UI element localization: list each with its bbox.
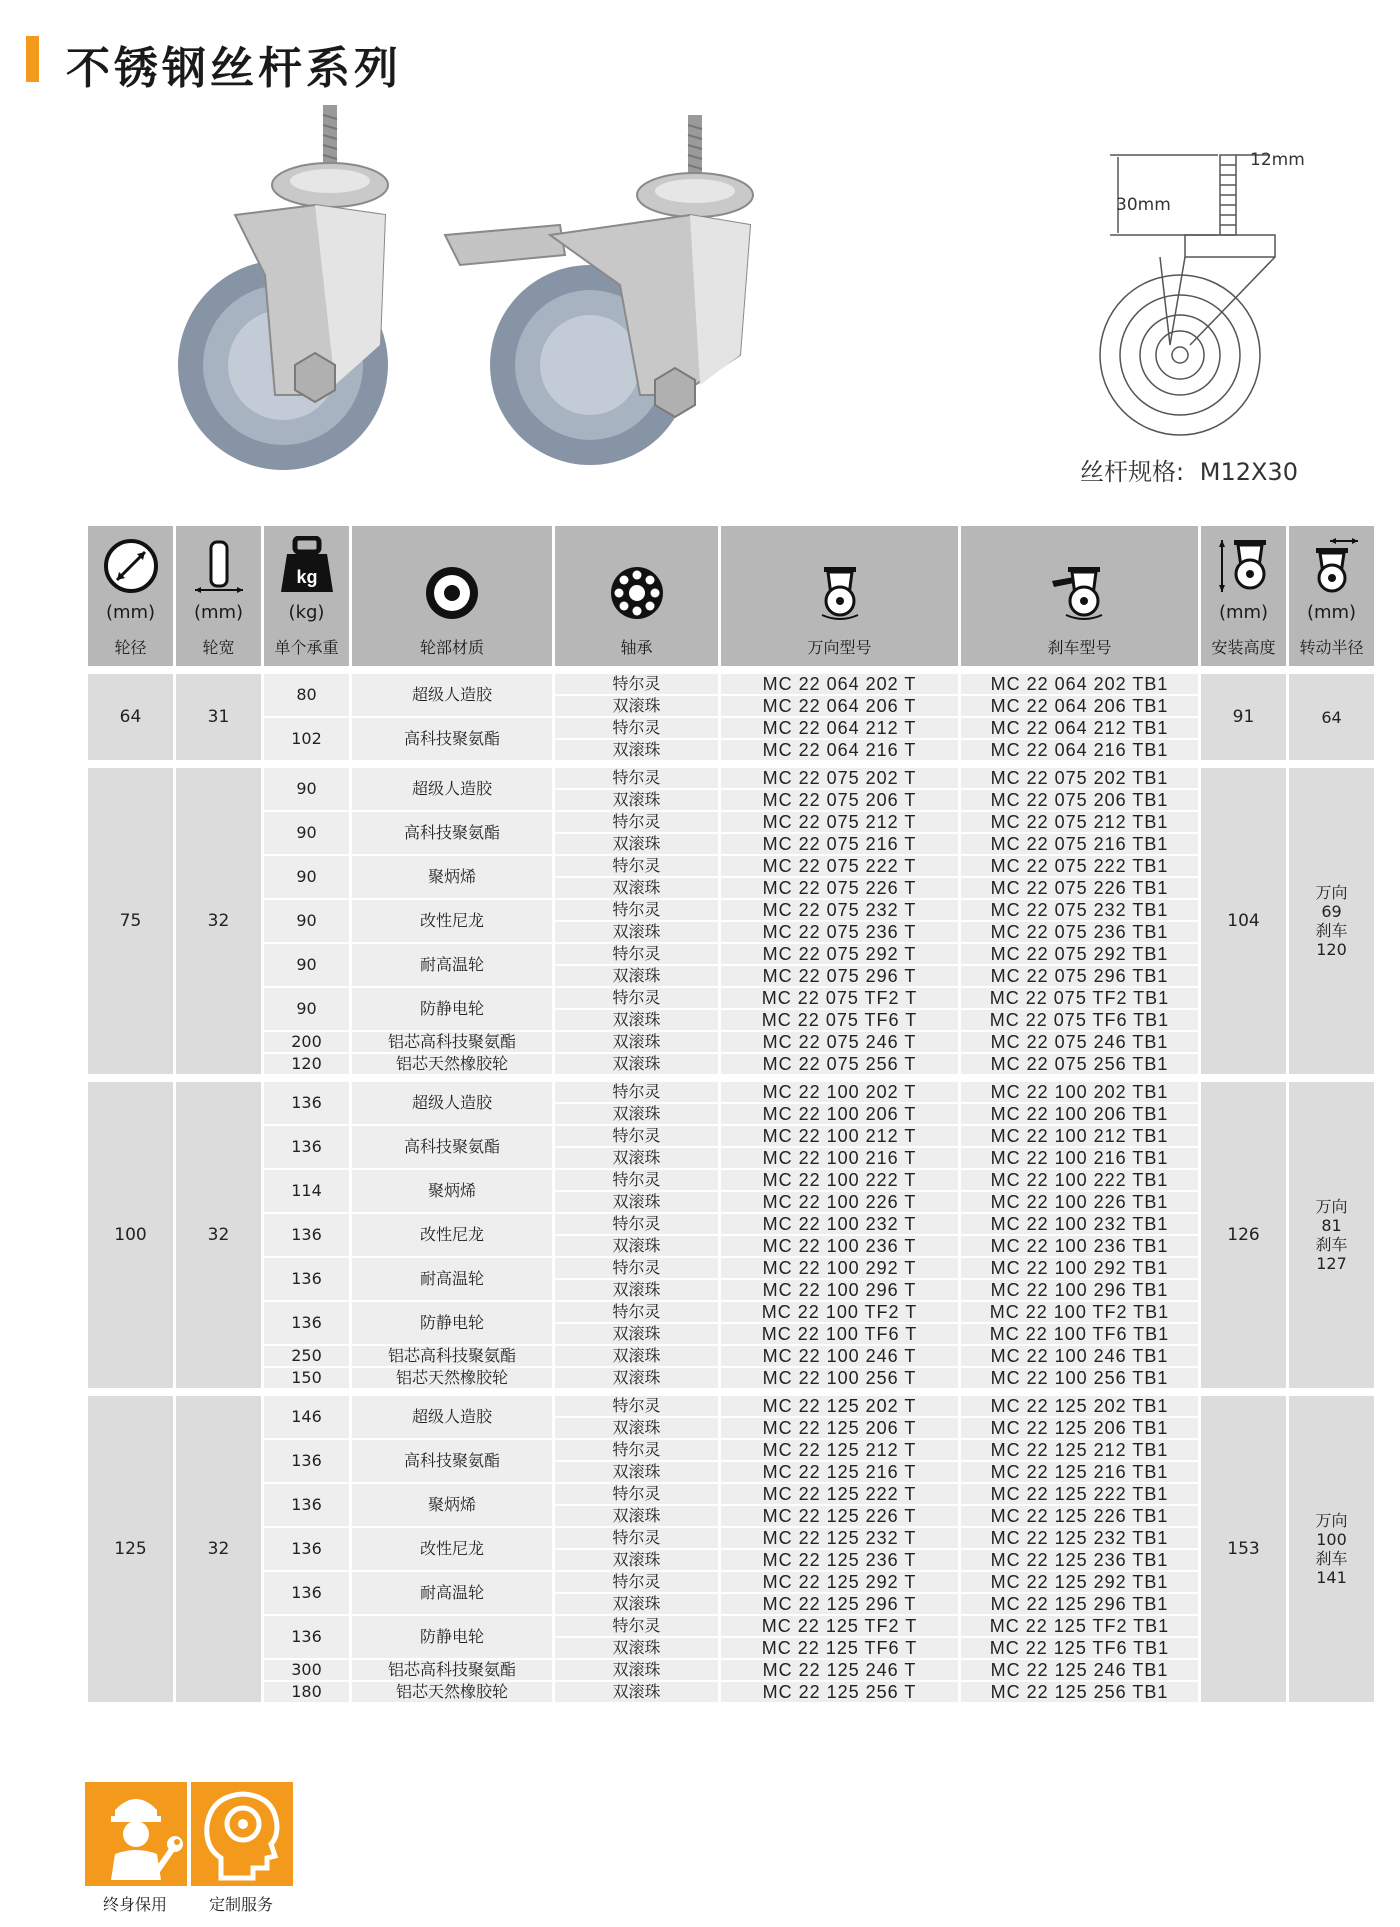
brake-model-cell: MC 22 100 216 TB1 [961,1148,1198,1168]
material-cell: 超级人造胶 [352,1082,552,1124]
swivel-model-cell: MC 22 125 226 T [721,1506,958,1526]
load-cell: 136 [264,1440,349,1482]
swivel-model-cell: MC 22 125 TF2 T [721,1616,958,1636]
diameter-cell: 75 [88,768,173,1074]
table-row [88,1214,1374,1234]
material-cell: 改性尼龙 [352,1528,552,1570]
material-cell: 耐高温轮 [352,944,552,986]
swivel-model-cell: MC 22 100 206 T [721,1104,958,1124]
swivel-model-cell: MC 22 125 212 T [721,1440,958,1460]
material-cell: 防静电轮 [352,1616,552,1658]
swivel-model-cell: MC 22 125 236 T [721,1550,958,1570]
header-swivel-radius [1289,526,1374,666]
custom-service-badge [191,1782,293,1886]
bearing-cell: 双滚珠 [555,966,718,986]
bearing-cell: 特尔灵 [555,1440,718,1460]
header-label: 轮宽 [202,638,235,657]
group-spacer [88,668,1374,672]
brake-model-cell: MC 22 125 212 TB1 [961,1440,1198,1460]
bearing-cell: 特尔灵 [555,856,718,876]
bearing-cell: 双滚珠 [555,1368,718,1388]
swivel-model-cell: MC 22 075 TF2 T [721,988,958,1008]
swivel-model-cell: MC 22 125 296 T [721,1594,958,1614]
brake-model-cell: MC 22 100 232 TB1 [961,1214,1198,1234]
brake-model-cell: MC 22 075 TF2 TB1 [961,988,1198,1008]
load-cell: 90 [264,988,349,1030]
bearing-icon [607,563,667,623]
load-cell: 200 [264,1032,349,1052]
swivel-model-cell: MC 22 075 212 T [721,812,958,832]
swivel-model-cell: MC 22 075 236 T [721,922,958,942]
bearing-cell: 双滚珠 [555,1682,718,1702]
brake-caster-icon [1050,563,1110,623]
load-cell: 136 [264,1214,349,1256]
material-cell: 聚炳烯 [352,1170,552,1212]
install-height-icon [1214,536,1274,596]
table-row [88,1126,1374,1146]
table-row [88,856,1374,876]
brake-model-cell: MC 22 100 222 TB1 [961,1170,1198,1190]
header-brake-model [961,526,1198,666]
bearing-cell: 特尔灵 [555,718,718,738]
brake-model-cell: MC 22 075 246 TB1 [961,1032,1198,1052]
bearing-cell: 双滚珠 [555,1010,718,1030]
brake-model-cell: MC 22 064 212 TB1 [961,718,1198,738]
swivel-radius-cell: 万向 100 刹车 141 [1289,1396,1374,1702]
spec-table [85,524,1377,1704]
spacer-cell [88,1390,1374,1394]
brake-model-cell: MC 22 100 296 TB1 [961,1280,1198,1300]
brake-model-cell: MC 22 075 256 TB1 [961,1054,1198,1074]
install-height-cell: 91 [1201,674,1286,760]
swivel-model-cell: MC 22 125 256 T [721,1682,958,1702]
table-row [88,718,1374,738]
material-cell: 高科技聚氨酯 [352,1126,552,1168]
load-cell: 250 [264,1346,349,1366]
load-cell: 136 [264,1258,349,1300]
load-cell: 136 [264,1572,349,1614]
bearing-cell: 特尔灵 [555,1082,718,1102]
page-title: 不锈钢丝杆系列 [66,43,402,94]
swivel-model-cell: MC 22 100 226 T [721,1192,958,1212]
bearing-cell: 双滚珠 [555,1418,718,1438]
swivel-model-cell: MC 22 075 222 T [721,856,958,876]
swivel-radius-cell: 64 [1289,674,1374,760]
bearing-cell: 特尔灵 [555,944,718,964]
material-cell: 超级人造胶 [352,674,552,716]
brake-model-cell: MC 22 075 202 TB1 [961,768,1198,788]
width-cell: 32 [176,1082,261,1388]
swivel-model-cell: MC 22 075 226 T [721,878,958,898]
header-label: 安装高度 [1211,638,1276,657]
material-cell: 防静电轮 [352,988,552,1030]
thread-length-label: 30mm [1116,195,1171,215]
material-cell: 高科技聚氨酯 [352,812,552,854]
brake-model-cell: MC 22 125 TF6 TB1 [961,1638,1198,1658]
brake-model-cell: MC 22 125 296 TB1 [961,1594,1198,1614]
spacer-cell [88,668,1374,672]
group-spacer [88,1076,1374,1080]
bearing-cell: 双滚珠 [555,1324,718,1344]
bearing-cell: 双滚珠 [555,1032,718,1052]
load-cell: 90 [264,944,349,986]
bearing-cell: 特尔灵 [555,1616,718,1636]
material-cell: 铝芯天然橡胶轮 [352,1368,552,1388]
swivel-model-cell: MC 22 100 292 T [721,1258,958,1278]
material-cell: 改性尼龙 [352,900,552,942]
table-row [88,674,1374,694]
table-row [88,768,1374,788]
bearing-cell: 双滚珠 [555,1462,718,1482]
material-cell: 改性尼龙 [352,1214,552,1256]
swivel-radius-icon [1302,536,1362,596]
bearing-cell: 双滚珠 [555,1638,718,1658]
swivel-model-cell: MC 22 100 TF2 T [721,1302,958,1322]
header-label: 刹车型号 [1047,638,1112,657]
material-cell: 铝芯高科技聚氨酯 [352,1346,552,1366]
brake-model-cell: MC 22 100 TF2 TB1 [961,1302,1198,1322]
load-cell: 102 [264,718,349,760]
header-unit: (mm) [105,602,156,623]
swivel-model-cell: MC 22 100 236 T [721,1236,958,1256]
brake-model-cell: MC 22 100 206 TB1 [961,1104,1198,1124]
bearing-cell: 双滚珠 [555,1550,718,1570]
header-load [264,526,349,666]
bearing-cell: 双滚珠 [555,1346,718,1366]
load-cell: 150 [264,1368,349,1388]
load-cell: 136 [264,1126,349,1168]
svg-text:kg: kg [295,567,318,587]
material-cell: 耐高温轮 [352,1258,552,1300]
thread-spec-label: 丝杆规格: [1080,458,1185,486]
bearing-cell: 特尔灵 [555,988,718,1008]
install-height-cell: 153 [1201,1396,1286,1702]
bearing-cell: 特尔灵 [555,1258,718,1278]
swivel-model-cell: MC 22 064 206 T [721,696,958,716]
swivel-model-cell: MC 22 100 216 T [721,1148,958,1168]
bearing-cell: 双滚珠 [555,1148,718,1168]
wheel-width-icon [189,536,249,596]
material-cell: 高科技聚氨酯 [352,718,552,760]
width-cell: 31 [176,674,261,760]
bearing-cell: 双滚珠 [555,922,718,942]
brake-model-cell: MC 22 125 216 TB1 [961,1462,1198,1482]
load-cell: 114 [264,1170,349,1212]
swivel-model-cell: MC 22 125 222 T [721,1484,958,1504]
brake-model-cell: MC 22 125 236 TB1 [961,1550,1198,1570]
thread-diameter-label: 12mm [1250,150,1305,170]
table-row [88,1616,1374,1636]
header-label: 轮部材质 [419,638,484,657]
load-cell: 136 [264,1302,349,1344]
bearing-cell: 双滚珠 [555,740,718,760]
table-row [88,1170,1374,1190]
table-row [88,1258,1374,1278]
swivel-model-cell: MC 22 075 202 T [721,768,958,788]
header-label: 轮径 [114,638,147,657]
swivel-model-cell: MC 22 125 202 T [721,1396,958,1416]
brake-caster-photo [440,115,770,475]
table-row [88,1660,1374,1680]
bearing-cell: 特尔灵 [555,1302,718,1322]
swivel-model-cell: MC 22 100 TF6 T [721,1324,958,1344]
swivel-model-cell: MC 22 075 246 T [721,1032,958,1052]
brake-model-cell: MC 22 075 236 TB1 [961,922,1198,942]
brake-model-cell: MC 22 125 226 TB1 [961,1506,1198,1526]
brake-model-cell: MC 22 075 206 TB1 [961,790,1198,810]
table-row [88,944,1374,964]
bearing-cell: 双滚珠 [555,1594,718,1614]
brake-model-cell: MC 22 125 222 TB1 [961,1484,1198,1504]
brake-model-cell: MC 22 064 202 TB1 [961,674,1198,694]
brake-model-cell: MC 22 100 292 TB1 [961,1258,1198,1278]
bearing-cell: 双滚珠 [555,696,718,716]
bearing-cell: 特尔灵 [555,812,718,832]
swivel-model-cell: MC 22 100 222 T [721,1170,958,1190]
bearing-cell: 特尔灵 [555,1126,718,1146]
brake-model-cell: MC 22 125 TF2 TB1 [961,1616,1198,1636]
swivel-radius-cell: 万向 81 刹车 127 [1289,1082,1374,1388]
brake-model-cell: MC 22 100 TF6 TB1 [961,1324,1198,1344]
bearing-cell: 双滚珠 [555,1280,718,1300]
header-material [352,526,552,666]
diameter-cell: 125 [88,1396,173,1702]
load-cell: 136 [264,1484,349,1526]
badge-label-warranty: 终身保用 [103,1895,168,1914]
header-unit: (mm) [1218,602,1269,623]
swivel-model-cell: MC 22 100 212 T [721,1126,958,1146]
brake-model-cell: MC 22 075 296 TB1 [961,966,1198,986]
load-cell: 300 [264,1660,349,1680]
bearing-cell: 双滚珠 [555,1660,718,1680]
spacer-cell [88,1076,1374,1080]
swivel-model-cell: MC 22 075 292 T [721,944,958,964]
load-weight-icon [277,536,337,596]
swivel-model-cell: MC 22 100 256 T [721,1368,958,1388]
table-row [88,1396,1374,1416]
load-cell: 180 [264,1682,349,1702]
badge-label-custom: 定制服务 [209,1895,274,1914]
brake-model-cell: MC 22 100 226 TB1 [961,1192,1198,1212]
swivel-model-cell: MC 22 100 246 T [721,1346,958,1366]
bearing-cell: 双滚珠 [555,1506,718,1526]
brake-model-cell: MC 22 075 TF6 TB1 [961,1010,1198,1030]
brake-model-cell: MC 22 125 292 TB1 [961,1572,1198,1592]
swivel-model-cell: MC 22 125 292 T [721,1572,958,1592]
bearing-cell: 特尔灵 [555,1572,718,1592]
bearing-cell: 双滚珠 [555,1054,718,1074]
material-cell: 铝芯天然橡胶轮 [352,1682,552,1702]
bearing-cell: 特尔灵 [555,768,718,788]
material-cell: 聚炳烯 [352,1484,552,1526]
table-row [88,1032,1374,1052]
material-cell: 铝芯高科技聚氨酯 [352,1660,552,1680]
brake-model-cell: MC 22 075 226 TB1 [961,878,1198,898]
spacer-cell [88,762,1374,766]
load-cell: 90 [264,812,349,854]
width-cell: 32 [176,1396,261,1702]
swivel-model-cell: MC 22 125 206 T [721,1418,958,1438]
material-cell: 高科技聚氨酯 [352,1440,552,1482]
swivel-caster-icon [810,563,870,623]
table-row [88,1484,1374,1504]
wheel-diameter-icon [101,536,161,596]
brake-model-cell: MC 22 125 256 TB1 [961,1682,1198,1702]
bearing-cell: 双滚珠 [555,1236,718,1256]
swivel-model-cell: MC 22 125 246 T [721,1660,958,1680]
bearing-cell: 特尔灵 [555,1484,718,1504]
swivel-model-cell: MC 22 125 216 T [721,1462,958,1482]
swivel-radius-cell: 万向 69 刹车 120 [1289,768,1374,1074]
brake-model-cell: MC 22 075 232 TB1 [961,900,1198,920]
bearing-cell: 双滚珠 [555,790,718,810]
material-cell: 防静电轮 [352,1302,552,1344]
swivel-model-cell: MC 22 075 256 T [721,1054,958,1074]
table-header-row [88,526,1374,666]
material-cell: 超级人造胶 [352,768,552,810]
table-row [88,812,1374,832]
bearing-cell: 特尔灵 [555,674,718,694]
width-cell: 32 [176,768,261,1074]
bearing-cell: 特尔灵 [555,1528,718,1548]
load-cell: 120 [264,1054,349,1074]
table-row [88,900,1374,920]
brake-model-cell: MC 22 125 246 TB1 [961,1660,1198,1680]
head-gear-icon [191,1782,293,1886]
load-cell: 136 [264,1616,349,1658]
material-cell: 耐高温轮 [352,1572,552,1614]
bearing-cell: 双滚珠 [555,1192,718,1212]
load-cell: 136 [264,1528,349,1570]
load-cell: 80 [264,674,349,716]
brake-model-cell: MC 22 125 206 TB1 [961,1418,1198,1438]
header-diameter [88,526,173,666]
brake-model-cell: MC 22 125 202 TB1 [961,1396,1198,1416]
wheel-material-icon [422,563,482,623]
install-height-cell: 126 [1201,1082,1286,1388]
brake-model-cell: MC 22 100 246 TB1 [961,1346,1198,1366]
swivel-model-cell: MC 22 064 202 T [721,674,958,694]
brake-model-cell: MC 22 100 212 TB1 [961,1126,1198,1146]
brake-model-cell: MC 22 075 212 TB1 [961,812,1198,832]
table-row [88,1572,1374,1592]
swivel-model-cell: MC 22 075 216 T [721,834,958,854]
group-spacer [88,1390,1374,1394]
table-row [88,1082,1374,1102]
install-height-cell: 104 [1201,768,1286,1074]
swivel-caster-photo [165,105,425,475]
brake-model-cell: MC 22 100 202 TB1 [961,1082,1198,1102]
brake-model-cell: MC 22 075 216 TB1 [961,834,1198,854]
diameter-cell: 64 [88,674,173,760]
header-bearing [555,526,718,666]
bearing-cell: 特尔灵 [555,1170,718,1190]
header-unit: (kg) [288,602,325,623]
bearing-cell: 双滚珠 [555,1104,718,1124]
brake-model-cell: MC 22 100 256 TB1 [961,1368,1198,1388]
swivel-model-cell: MC 22 125 232 T [721,1528,958,1548]
bearing-cell: 特尔灵 [555,900,718,920]
bearing-cell: 双滚珠 [555,834,718,854]
material-cell: 铝芯高科技聚氨酯 [352,1032,552,1052]
table-row [88,1682,1374,1702]
bearing-cell: 双滚珠 [555,878,718,898]
table-row [88,1054,1374,1074]
lifetime-warranty-badge [85,1782,187,1886]
spec-table-body [88,668,1374,1702]
title-accent-bar [26,36,39,82]
header-label: 万向型号 [807,638,872,657]
swivel-model-cell: MC 22 125 TF6 T [721,1638,958,1658]
table-row [88,1528,1374,1548]
technical-drawing [1090,145,1310,445]
swivel-model-cell: MC 22 100 296 T [721,1280,958,1300]
swivel-model-cell: MC 22 064 216 T [721,740,958,760]
load-cell: 136 [264,1082,349,1124]
table-row [88,1368,1374,1388]
bearing-cell: 特尔灵 [555,1214,718,1234]
brake-model-cell: MC 22 125 232 TB1 [961,1528,1198,1548]
header-unit: (mm) [193,602,244,623]
table-row [88,1440,1374,1460]
brake-model-cell: MC 22 075 222 TB1 [961,856,1198,876]
table-row [88,988,1374,1008]
group-spacer [88,762,1374,766]
swivel-model-cell: MC 22 075 296 T [721,966,958,986]
table-row [88,1302,1374,1322]
header-label: 轴承 [620,638,653,657]
header-label: 转动半径 [1299,638,1364,657]
swivel-model-cell: MC 22 075 TF6 T [721,1010,958,1030]
load-cell: 90 [264,900,349,942]
swivel-model-cell: MC 22 075 206 T [721,790,958,810]
swivel-model-cell: MC 22 100 232 T [721,1214,958,1234]
load-cell: 90 [264,768,349,810]
swivel-model-cell: MC 22 100 202 T [721,1082,958,1102]
swivel-model-cell: MC 22 075 232 T [721,900,958,920]
material-cell: 铝芯天然橡胶轮 [352,1054,552,1074]
thread-spec-value: M12X30 [1199,458,1298,486]
header-install-height [1201,526,1286,666]
brake-model-cell: MC 22 064 206 TB1 [961,696,1198,716]
table-row [88,1346,1374,1366]
header-unit: (mm) [1306,602,1357,623]
bearing-cell: 特尔灵 [555,1396,718,1416]
diameter-cell: 100 [88,1082,173,1388]
header-width [176,526,261,666]
header-label: 单个承重 [274,638,339,657]
material-cell: 聚炳烯 [352,856,552,898]
worker-wrench-icon [85,1782,187,1886]
swivel-model-cell: MC 22 064 212 T [721,718,958,738]
load-cell: 90 [264,856,349,898]
brake-model-cell: MC 22 075 292 TB1 [961,944,1198,964]
material-cell: 超级人造胶 [352,1396,552,1438]
brake-model-cell: MC 22 064 216 TB1 [961,740,1198,760]
header-swivel-model [721,526,958,666]
load-cell: 146 [264,1396,349,1438]
brake-model-cell: MC 22 100 236 TB1 [961,1236,1198,1256]
thread-spec [1080,452,1298,487]
